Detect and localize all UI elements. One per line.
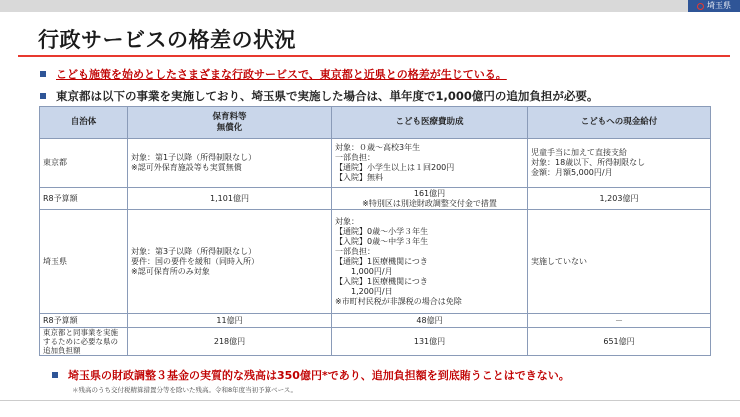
bullet-text: 埼玉県の財政調整３基金の実質的な残高は350億円*であり、追加負担額を到底賄うことはできない。 (68, 369, 570, 382)
cell-saitama-medical: 対象： 【通院】0歳～小学３年生 【入院】0歳～中学３年生 一部負担： 【通院】1医療機関につき 1,000円/月 【入院】1医療機関につき 1,200円/日 ※市町村民税が非課税の場合は免除 (332, 210, 528, 314)
cell-saitama-medical-budget: 48億円 (332, 314, 528, 328)
header-childcare-free: 保育料等 無償化 (128, 107, 332, 139)
top-bar (0, 0, 740, 12)
cell-additional-childcare: 218億円 (128, 328, 332, 356)
table-header-row (40, 107, 711, 139)
cell-saitama-childcare-budget: 11億円 (128, 314, 332, 328)
bullet-text: 東京都は以下の事業を実施しており、埼玉県で実施した場合は、単年度で1,000億円の追加負担が必要。 (56, 89, 599, 103)
header-municipality: 自治体 (40, 107, 128, 139)
cell-tokyo-medical-budget: 161億円 ※特別区は別途財政調整交付金で措置 (332, 188, 528, 210)
cell-tokyo-medical: 対象：０歳～高校3年生 一部負担： 【通院】小学生以上は１回200円 【入院】無料 (332, 139, 528, 188)
square-bullet-icon (40, 93, 46, 99)
cell-tokyo-childcare-budget: 1,101億円 (128, 188, 332, 210)
prefecture-logo (688, 0, 740, 12)
table-row (40, 314, 711, 328)
cell-saitama-cash-budget: － (528, 314, 711, 328)
bottom-divider (0, 400, 740, 401)
title-underline (18, 55, 730, 57)
square-bullet-icon (52, 372, 58, 378)
comparison-table (39, 106, 711, 356)
cell-additional-medical: 131億円 (332, 328, 528, 356)
cell-tokyo-cash: 児童手当に加えて直接支給 対象：18歳以下、所得制限なし 金額：月額5,000円/月 (528, 139, 711, 188)
cell-saitama-cash: 実施していない (528, 210, 711, 314)
saitama-emblem-icon (697, 3, 704, 10)
bullet-text: こども施策を始めとしたさまざまな行政サービスで、東京都と近県との格差が生じている。 (56, 68, 507, 81)
cell-additional-burden-label: 東京都と同事業を実施するために必要な県の追加負担額 (40, 328, 128, 356)
table-row (40, 210, 711, 314)
cell-tokyo-childcare: 対象：第1子以降（所得制限なし） ※認可外保育施設等も実質無償 (128, 139, 332, 188)
table-row (40, 139, 711, 188)
cell-additional-cash: 651億円 (528, 328, 711, 356)
table-row (40, 188, 711, 210)
footnote: ＊残高のうち交付税精算措置分等を除いた残高。令和8年度当初予算ベース。 (72, 386, 298, 394)
cell-tokyo-cash-budget: 1,203億円 (528, 188, 711, 210)
bullet-fund-balance (52, 367, 570, 383)
cell-budget-label: R8予算額 (40, 188, 128, 210)
table-row (40, 328, 711, 356)
cell-saitama-childcare: 対象：第3子以降（所得制限なし） 要件：国の要件を緩和（同時入所） ※認可保育所のみ対象 (128, 210, 332, 314)
cell-budget-label: R8予算額 (40, 314, 128, 328)
bullet-disparity (40, 66, 507, 82)
cell-saitama: 埼玉県 (40, 210, 128, 314)
page-title: 行政サービスの格差の状況 (38, 28, 296, 52)
bullet-additional-burden (40, 88, 598, 104)
square-bullet-icon (40, 71, 46, 77)
logo-text: 埼玉県 (707, 1, 731, 10)
header-cash-benefit: こどもへの現金給付 (528, 107, 711, 139)
cell-tokyo: 東京都 (40, 139, 128, 188)
header-medical-subsidy: こども医療費助成 (332, 107, 528, 139)
